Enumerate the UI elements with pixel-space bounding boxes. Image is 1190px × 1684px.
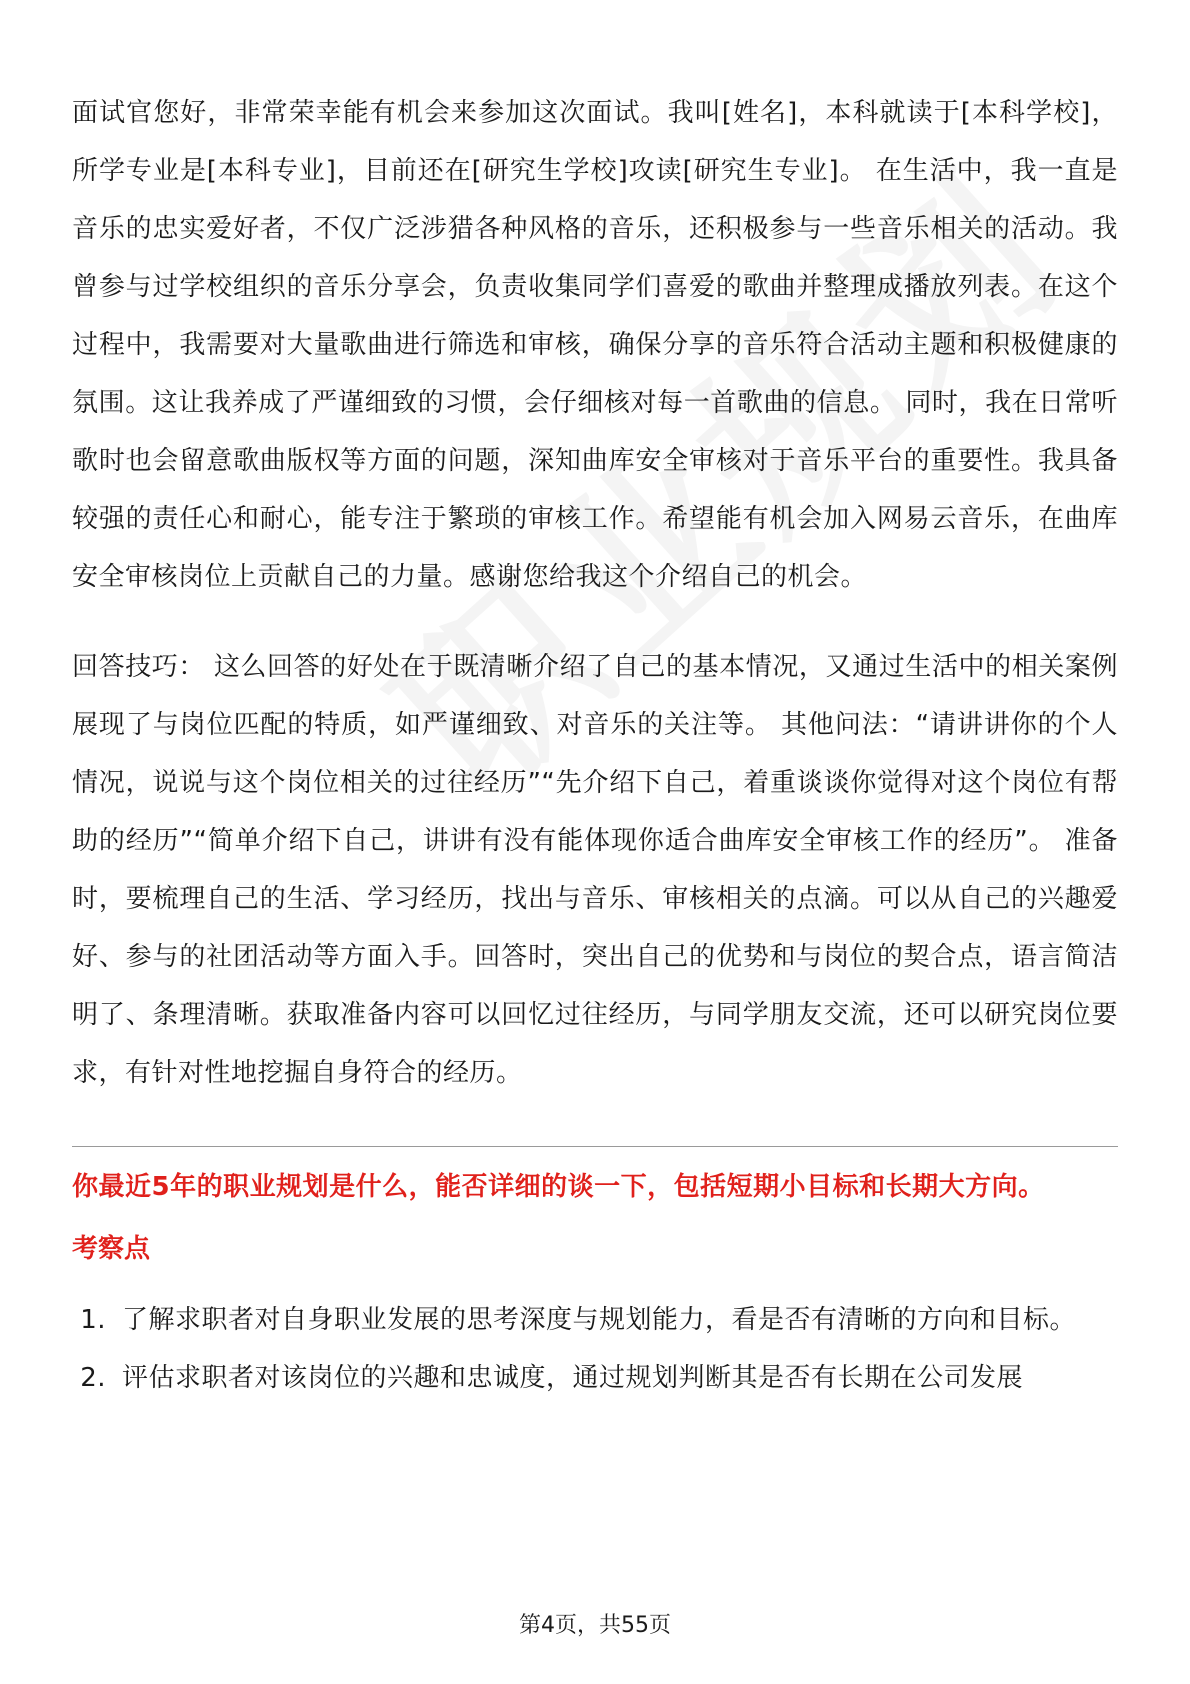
intro-paragraph: 面试官您好，非常荣幸能有机会来参加这次面试。我叫[姓名]，本科就读于[本科学校]，所学专业是[本科专业]，目前还在[研究生学校]攻读[研究生专业]。 在生活中，我一直是音乐的忠实爱好者，不仅广泛涉猎各种风格的音乐，还积极参与一些音乐相关的活动。我曾参与过学校组织的音乐分享会，负责收集同学们喜爱的歌曲并整理成播放列表。在这个过程中，我需要对大量歌曲进行筛选和审核，确保分享的音乐符合活动主题和积极健康的氛围。这让我养成了严谨细致的习惯，会仔细核对每一首歌曲的信息。 同时，我在日常听歌时也会留意歌曲版权等方面的问题，深知曲库安全审核对于音乐平台的重要性。我具备较强的责任心和耐心，能专注于繁琐的审核工作。希望能有机会加入网易云音乐，在曲库安全审核岗位上贡献自己的力量。感谢您给我这个介绍自己的机会。 bbox=[72, 98, 1118, 592]
interview-question: 你最近5年的职业规划是什么，能否详细的谈一下，包括短期小目标和长期大方向。 bbox=[72, 1172, 1045, 1202]
list-item bbox=[72, 1291, 1118, 1349]
list-item-text: 了解求职者对自身职业发展的思考深度与规划能力，看是否有清晰的方向和目标。 bbox=[122, 1305, 1077, 1335]
section-title: 考察点 bbox=[72, 1234, 151, 1264]
page-footer: 第4页，共55页 bbox=[519, 1613, 671, 1638]
document-body bbox=[72, 84, 1118, 1407]
list-item-text: 评估求职者对该岗位的兴趣和忠诚度，通过规划判断其是否有长期在公司发展 bbox=[122, 1363, 1024, 1393]
assessment-points-list bbox=[72, 1291, 1118, 1407]
list-item-number: 2. bbox=[80, 1363, 106, 1393]
list-item-number: 1. bbox=[80, 1305, 106, 1335]
answer-tips-paragraph: 回答技巧： 这么回答的好处在于既清晰介绍了自己的基本情况，又通过生活中的相关案例展现了与岗位匹配的特质，如严谨细致、对音乐的关注等。 其他问法：“请讲讲你的个人情况，说说与这个岗位相关的过往经历”“先介绍下自己，着重谈谈你觉得对这个岗位有帮助的经历”“简单介绍下自己，讲讲有没有能体现你适合曲库安全审核工作的经历”。 准备时，要梳理自己的生活、学习经历，找出与音乐、审核相关的点滴。可以从自己的兴趣爱好、参与的社团活动等方面入手。回答时，突出自己的优势和与岗位的契合点，语言简洁明了、条理清晰。获取准备内容可以回忆过往经历，与同学朋友交流，还可以研究岗位要求，有针对性地挖掘自身符合的经历。 bbox=[72, 652, 1118, 1088]
list-item bbox=[72, 1349, 1118, 1407]
section-divider bbox=[72, 1146, 1118, 1147]
